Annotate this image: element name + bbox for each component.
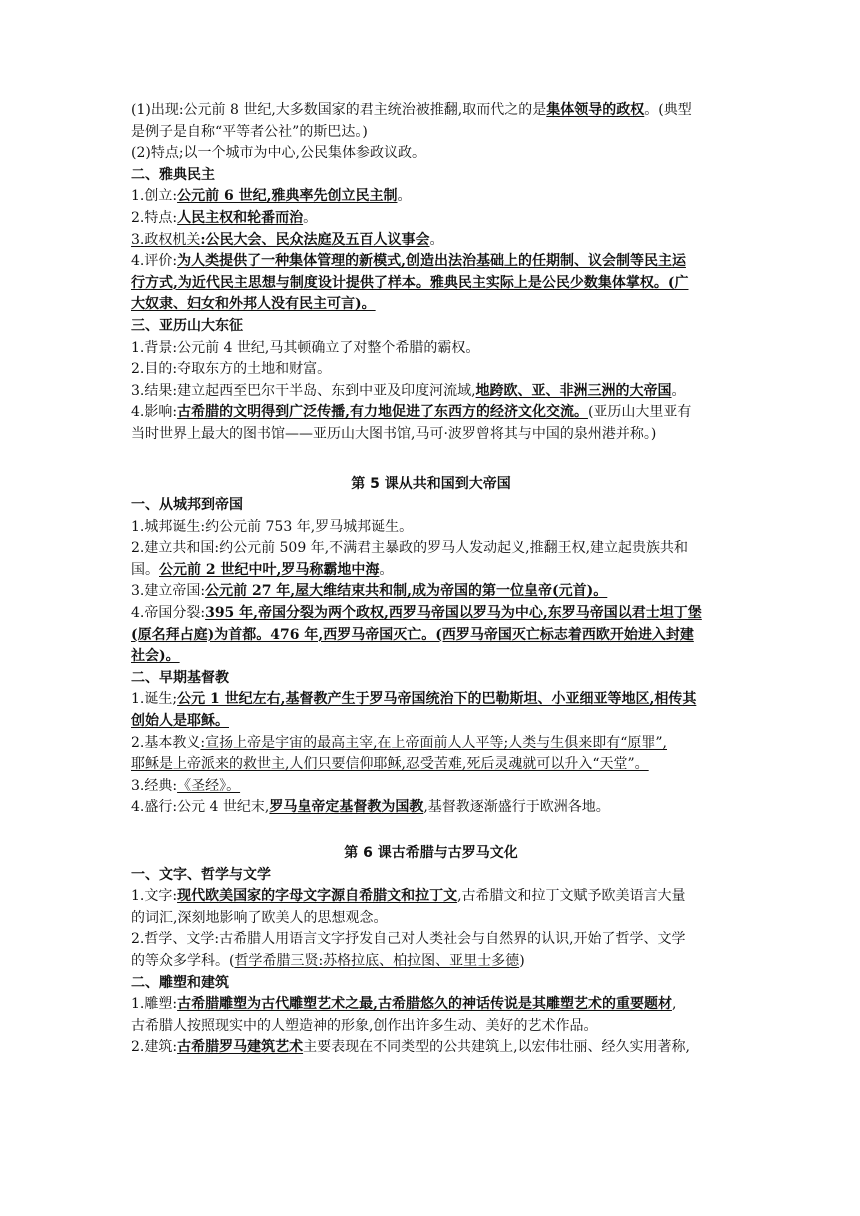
text: ,基督教逐渐盛行于欧洲各地。 xyxy=(423,799,610,816)
paragraph xyxy=(131,994,731,1016)
paragraph xyxy=(131,581,731,603)
text: ,古希腊文和拉丁文赋予欧美语言大量 xyxy=(457,888,686,905)
key-point: 大奴隶、妇女和外邦人没有民主可言)。 xyxy=(131,296,376,313)
paragraph xyxy=(131,230,731,252)
key-point: 公元前 27 年,屋大维结束共和制,成为帝国的第一位皇帝(元首)。 xyxy=(205,583,608,600)
text: 3.建立帝国: xyxy=(131,583,206,600)
text: 。 xyxy=(397,188,412,205)
text: ) xyxy=(519,952,525,969)
text: 。 xyxy=(429,231,444,248)
text: (1)出现:公元前 8 世纪,大多数国家的君主统治被推翻,取而代之的是 xyxy=(131,102,547,118)
text: (亚历山大里亚有 xyxy=(587,404,692,421)
text: 4.评价: xyxy=(131,253,178,270)
key-point: 古希腊雕塑为古代雕塑艺术之最,古希腊悠久的神话传说是其雕塑艺术的重要题材 xyxy=(177,996,672,1013)
paragraph: 2.建立共和国:约公元前 509 年,不满君主暴政的罗马人发动起义,推翻王权,建立起贵族共和 xyxy=(131,540,689,557)
key-point: :公民大会、民众法庭及五百人议事会 xyxy=(200,231,430,248)
underlined-text: 《圣经》。 xyxy=(177,777,241,794)
paragraph: 古希腊人按照现实中的人塑造神的形象,创作出许多生动、美好的艺术作品。 xyxy=(131,1017,598,1034)
key-point: 人民主权和轮番而治 xyxy=(177,209,304,226)
paragraph xyxy=(131,1037,731,1059)
paragraph xyxy=(131,186,731,208)
text: 4.影响: xyxy=(131,404,178,421)
key-point: 现代欧美国家的字母文字源自希腊文和拉丁文 xyxy=(177,888,458,905)
underlined-text: 哲学希腊三贤:苏格拉底、柏拉图、亚里士多德 xyxy=(234,952,520,969)
key-point: 公元 1 世纪左右,基督教产生于罗马帝国统治下的巴勒斯坦、小亚细亚等地区,相传其 xyxy=(177,691,697,708)
paragraph: 是例子是自称“平等者公社”的斯巴达。) xyxy=(131,123,368,140)
key-point: 公元前 2 世纪中叶,罗马称霸地中海 xyxy=(159,561,380,578)
text: 2.基本教义 xyxy=(131,734,201,751)
section-heading: 二、早期基督教 xyxy=(131,669,229,686)
paragraph xyxy=(131,208,731,230)
paragraph: 2.目的:夺取东方的土地和财富。 xyxy=(131,361,332,378)
text: 。 xyxy=(379,561,394,578)
key-point: 为人类提供了一种集体管理的新模式,创造出法治基础上的任期制、议会制等民主运 xyxy=(177,253,686,270)
section-heading: 二、雕塑和建筑 xyxy=(131,974,229,991)
text: 国。 xyxy=(131,561,159,578)
paragraph xyxy=(131,402,731,424)
paragraph xyxy=(131,886,731,908)
paragraph xyxy=(131,100,731,122)
paragraph xyxy=(131,560,731,582)
key-point: 创始人是耶稣。 xyxy=(131,713,229,730)
text: 。 xyxy=(671,382,686,399)
paragraph xyxy=(131,603,731,625)
paragraph xyxy=(131,951,731,973)
paragraph: 的词汇,深刻地影响了欧美人的思想观念。 xyxy=(131,909,388,926)
paragraph xyxy=(131,251,731,273)
paragraph xyxy=(131,776,731,798)
paragraph xyxy=(131,689,731,711)
text: 3.经典: xyxy=(131,777,178,794)
paragraph: 1.背景:公元前 4 世纪,马其顿确立了对整个希腊的霸权。 xyxy=(131,339,480,356)
paragraph: 2.哲学、文学:古希腊人用语言文字抒发自己对人类社会与自然界的认识,开始了哲学、文学 xyxy=(131,931,686,948)
text: 3.政权机关 xyxy=(131,231,201,248)
underlined-text: :宣扬上帝是宇宙的最高主宰,在上帝面前人人平等;人类与生俱来即有“原罪”, xyxy=(200,734,668,751)
text: 1.创立: xyxy=(131,188,178,205)
key-point: 行方式,为近代民主思想与制度设计提供了样本。雅典民主实际上是公民少数集体掌权。(广 xyxy=(131,274,689,291)
text: 2.建筑: xyxy=(131,1039,178,1056)
lesson-title: 第 6 课古希腊与古罗马文化 xyxy=(344,845,518,861)
section-heading: 一、文字、哲学与文学 xyxy=(131,866,271,883)
section-heading: 二、雅典民主 xyxy=(131,166,215,183)
text: 。 xyxy=(303,209,318,226)
key-point: 社会)。 xyxy=(131,648,180,665)
key-point: 集体领导的政权 xyxy=(546,102,645,118)
text: 1.文字: xyxy=(131,888,178,905)
text: 。(典型 xyxy=(644,102,692,118)
text: 1.诞生; xyxy=(131,691,178,708)
key-point: 古希腊的文明得到广泛传播,有力地促进了东西方的经济文化交流。 xyxy=(177,404,588,421)
text: 的等众多学科。( xyxy=(131,952,235,969)
underlined-text: 耶稣是上帝派来的救世主,人们只要信仰耶稣,忍受苦难,死后灵魂就可以升入“天堂”。 xyxy=(131,756,649,773)
text: 4.帝国分裂: xyxy=(131,605,206,622)
section-heading: 三、亚历山大东征 xyxy=(131,317,243,334)
text: 4.盛行:公元 4 世纪末, xyxy=(131,799,270,816)
key-point: 古希腊罗马建筑艺术 xyxy=(177,1039,304,1056)
text: 3.结果:建立起西至巴尔干半岛、东到中亚及印度河流域, xyxy=(131,382,476,399)
key-point: 公元前 6 世纪,雅典率先创立民主制 xyxy=(177,188,398,205)
text: 2.特点: xyxy=(131,209,178,226)
key-point: 罗马皇帝定基督教为国教 xyxy=(269,799,424,816)
text: 主要表现在不同类型的公共建筑上,以宏伟壮丽、经久实用著称, xyxy=(303,1039,690,1056)
text: , xyxy=(671,996,677,1013)
section-heading: 一、从城邦到帝国 xyxy=(131,497,243,514)
document-page xyxy=(131,100,731,1059)
key-point: (原名拜占庭)为首都。476 年,西罗马帝国灭亡。(西罗马帝国灭亡标志着西欧开始进入封建 xyxy=(131,626,694,643)
paragraph xyxy=(131,381,731,403)
paragraph: 1.城邦诞生:约公元前 753 年,罗马城邦诞生。 xyxy=(131,518,414,535)
lesson-title: 第 5 课从共和国到大帝国 xyxy=(351,475,511,492)
text: 1.雕塑: xyxy=(131,996,178,1013)
paragraph xyxy=(131,797,731,819)
key-point: 395 年,帝国分裂为两个政权,西罗马帝国以罗马为中心,东罗马帝国以君士坦丁堡 xyxy=(205,605,702,622)
key-point: 地跨欧、亚、非洲三洲的大帝国 xyxy=(475,382,672,399)
paragraph: (2)特点;以一个城市为中心,公民集体参政议政。 xyxy=(131,145,426,162)
paragraph xyxy=(131,733,731,755)
paragraph: 当时世界上最大的图书馆——亚历山大图书馆,马可·波罗曾将其与中国的泉州港并称。) xyxy=(131,425,657,442)
